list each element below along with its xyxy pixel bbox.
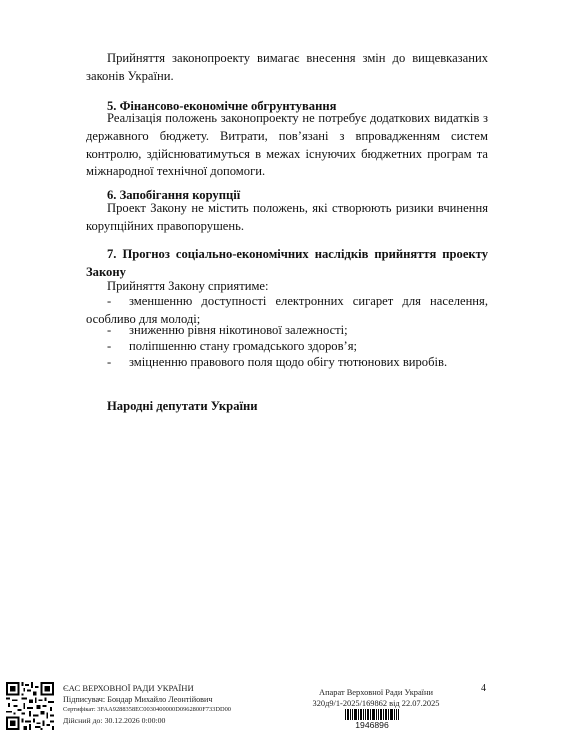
registration-number: 320д9/1-2025/169862 від 22.07.2025 — [312, 698, 440, 708]
section-7-intro: Прийняття Закону сприятиме: — [107, 279, 269, 293]
digital-signature-block — [63, 683, 231, 726]
page-number: 4 — [481, 683, 486, 694]
qr-code-icon — [6, 682, 54, 730]
signature-system: ЄАС ВЕРХОВНОЇ РАДИ УКРАЇНИ — [63, 683, 194, 693]
signature-valid-until: Дійсний до: 30.12.2026 0:00:00 — [63, 716, 166, 725]
document-footer — [0, 676, 571, 738]
list-item-text: зменшенню доступності електронних сигарет для населення, особливо для молоді; — [86, 294, 488, 326]
dash-bullet: - — [107, 323, 112, 337]
intro-paragraph: Прийняття законопроекту вимагає внесення змін до вищевказаних законів України. — [86, 51, 488, 83]
section-6-text: Проект Закону не містить положень, які створюють ризики вчинення корупційних правопорушень. — [86, 201, 488, 233]
registration-stamp — [306, 688, 446, 709]
dash-bullet: - — [107, 294, 112, 308]
signature-signer: Підписувач: Бондар Михайло Леонтійович — [63, 695, 213, 704]
barcode-number: 1946896 — [355, 720, 389, 730]
list-item-text: зміцненню правового поля щодо обігу тютюнових виробів. — [129, 355, 448, 369]
dash-bullet: - — [107, 339, 112, 353]
list-item-text: поліпшенню стану громадського здоров’я; — [129, 339, 358, 353]
signature-line: Народні депутати України — [107, 399, 258, 413]
signature-certificate: Сертифікат: 3FAA9288358EC0030400000D0962800F733DD00 — [63, 706, 231, 713]
section-6-heading: 6. Запобігання корупції — [107, 188, 241, 202]
apparatus-label: Апарат Верховної Ради України — [319, 688, 433, 697]
list-item-text: зниженню рівня нікотинової залежності; — [129, 323, 348, 337]
barcode-icon — [345, 709, 399, 720]
section-7-heading: 7. Прогноз соціально-економічних наслідків прийняття проекту Закону — [86, 247, 488, 279]
dash-bullet: - — [107, 355, 112, 369]
section-5-heading: 5. Фінансово-економічне обгрунтування — [107, 99, 337, 113]
section-5-text: Реалізація положень законопроекту не потребує додаткових видатків з державного бюджету. Витрати, пов’язані з впровадженням систем контролю, здійснюватимуться в межах існуючих бюджетних програм та міжнародної технічної допомоги. — [86, 111, 488, 179]
